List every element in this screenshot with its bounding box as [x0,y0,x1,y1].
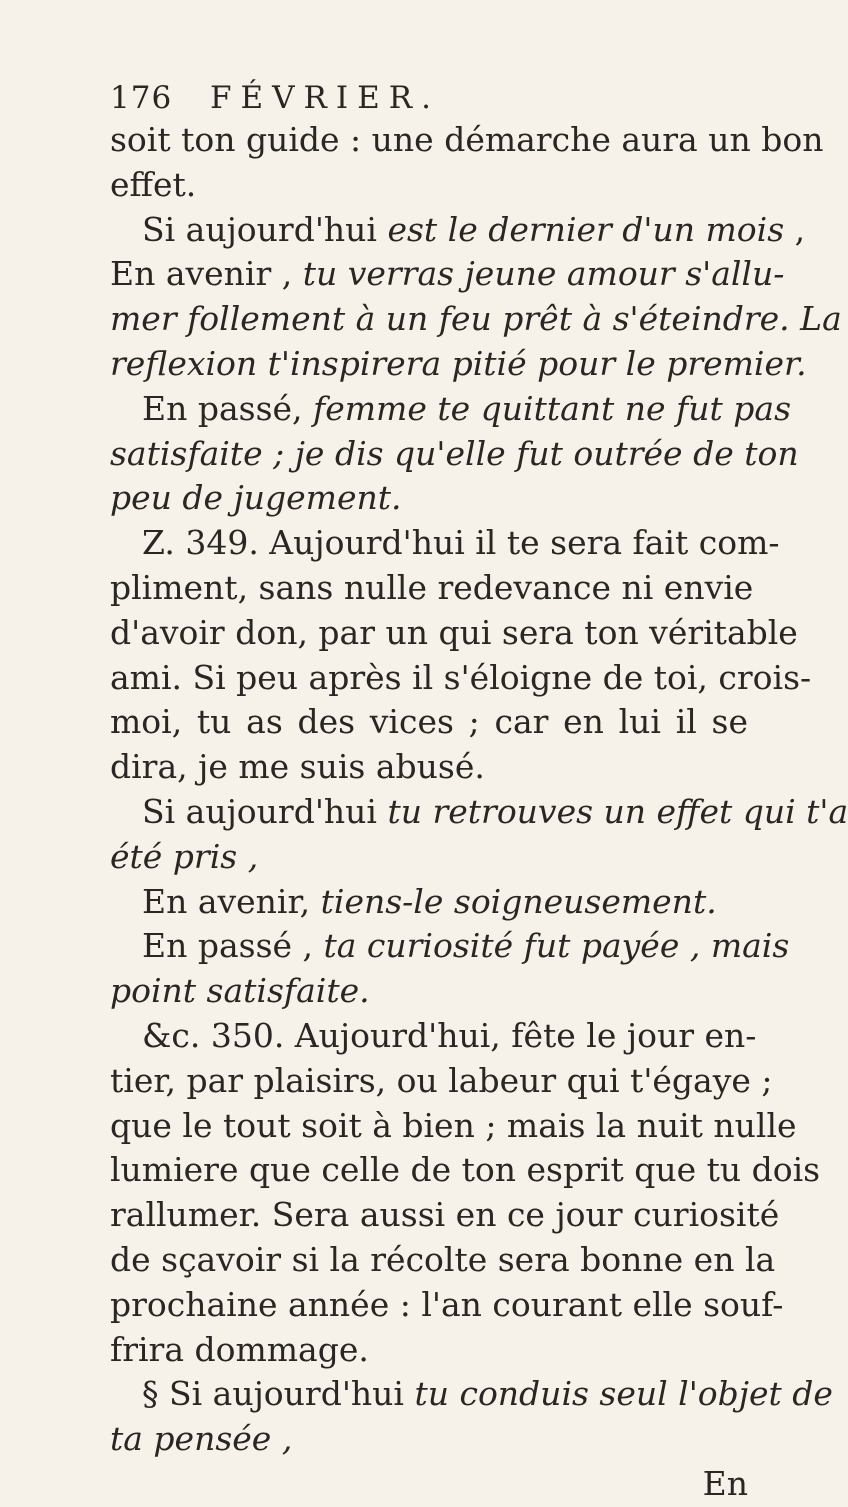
italic-text: satisfaite ; je dis qu'elle fut outrée de ton [110,433,799,473]
roman-text: soit ton guide : une démarche aura un bon [110,120,824,159]
running-header [110,78,748,118]
italic-text: tu verras jeune amour s'allu- [302,254,785,294]
roman-text: En passé , [142,926,324,966]
text-line [110,835,748,880]
text-line [110,924,790,969]
text-line [110,969,748,1014]
roman-text: Si aujourd'hui [142,791,388,831]
text-line [110,521,780,566]
roman-text: tier, par plaisirs, ou labeur qui t'égaye ; [110,1060,773,1100]
text-line [110,1193,780,1238]
text-line [110,1104,797,1149]
roman-text: que le tout soit à bien ; mais la nuit nulle [110,1105,797,1145]
roman-text: En passé, [142,388,314,428]
page-body [110,118,848,1507]
text-line [110,1372,833,1417]
running-title: FÉVRIER. [210,80,440,116]
roman-text: &c. 350. Aujourd'hui, fête le jour en- [142,1015,757,1055]
text-line [110,566,754,611]
italic-text: peu de jugement. [110,478,402,518]
italic-text: tu retrouves un effet qui t'a [387,791,848,831]
text-line [110,252,785,297]
roman-text: En avenir, [142,881,321,921]
roman-text: ami. Si peu après il s'éloigne de toi, crois- [110,657,812,697]
text-line [110,700,748,745]
text-line [110,163,748,208]
italic-text: ta curiosité fut payée , mais [323,926,790,966]
italic-text: est le dernier d'un mois [387,209,785,249]
italic-text: tu conduis seul l'objet de [414,1374,833,1414]
roman-text: , [784,209,806,249]
roman-text: En [702,1463,748,1503]
text-line [110,880,748,925]
roman-text: § Si aujourd'hui [142,1374,415,1414]
text-line [110,656,812,701]
roman-text: dira, je me suis abusé. [110,747,485,787]
text-line [110,342,807,387]
text-line [110,297,842,342]
text-line [110,1059,773,1104]
roman-text: Si aujourd'hui [142,209,388,249]
text-line [110,432,799,477]
roman-text: Z. 349. Aujourd'hui il te sera fait com- [142,523,780,563]
text-line [110,1148,821,1193]
catchword [110,1462,748,1507]
roman-text: moi, tu as des vices ; car en lui il se [110,702,748,742]
roman-text: d'avoir don, par un qui sera ton véritable [110,612,798,652]
roman-text: rallumer. Sera aussi en ce jour curiosité [110,1195,780,1235]
roman-text: lumiere que celle de ton esprit que tu dois [110,1150,821,1190]
text-line [110,118,824,163]
italic-text: été pris , [110,836,259,876]
text-line [110,1328,748,1373]
text-line [110,745,748,790]
page-number: 176 [110,80,173,116]
text-line [110,476,748,521]
roman-text: pliment, sans nulle redevance ni envie [110,567,754,607]
italic-text: tiens-le soigneusement. [320,881,717,921]
roman-text: de sçavoir si la récolte sera bonne en la [110,1239,776,1279]
roman-text: En avenir , [110,254,303,294]
text-line [110,1014,757,1059]
italic-text: point satisfaite. [110,971,370,1011]
text-line [110,387,791,432]
roman-text: effet. [110,164,197,204]
roman-text: prochaine année : l'an courant elle souf- [110,1284,784,1324]
italic-text: mer follement à un feu prêt à s'éteindre. La [110,299,842,339]
text-line [110,790,848,835]
text-line [110,1238,776,1283]
text-line [110,1283,784,1328]
roman-text: frira dommage. [110,1329,369,1369]
text-line [110,611,798,656]
italic-text: femme te quittant ne fut pas [313,388,791,428]
text-line [110,208,806,253]
italic-text: ta pensée , [110,1419,293,1459]
italic-text: reflexion t'inspirera pitié pour le premier. [110,343,807,383]
text-line [110,1417,748,1462]
